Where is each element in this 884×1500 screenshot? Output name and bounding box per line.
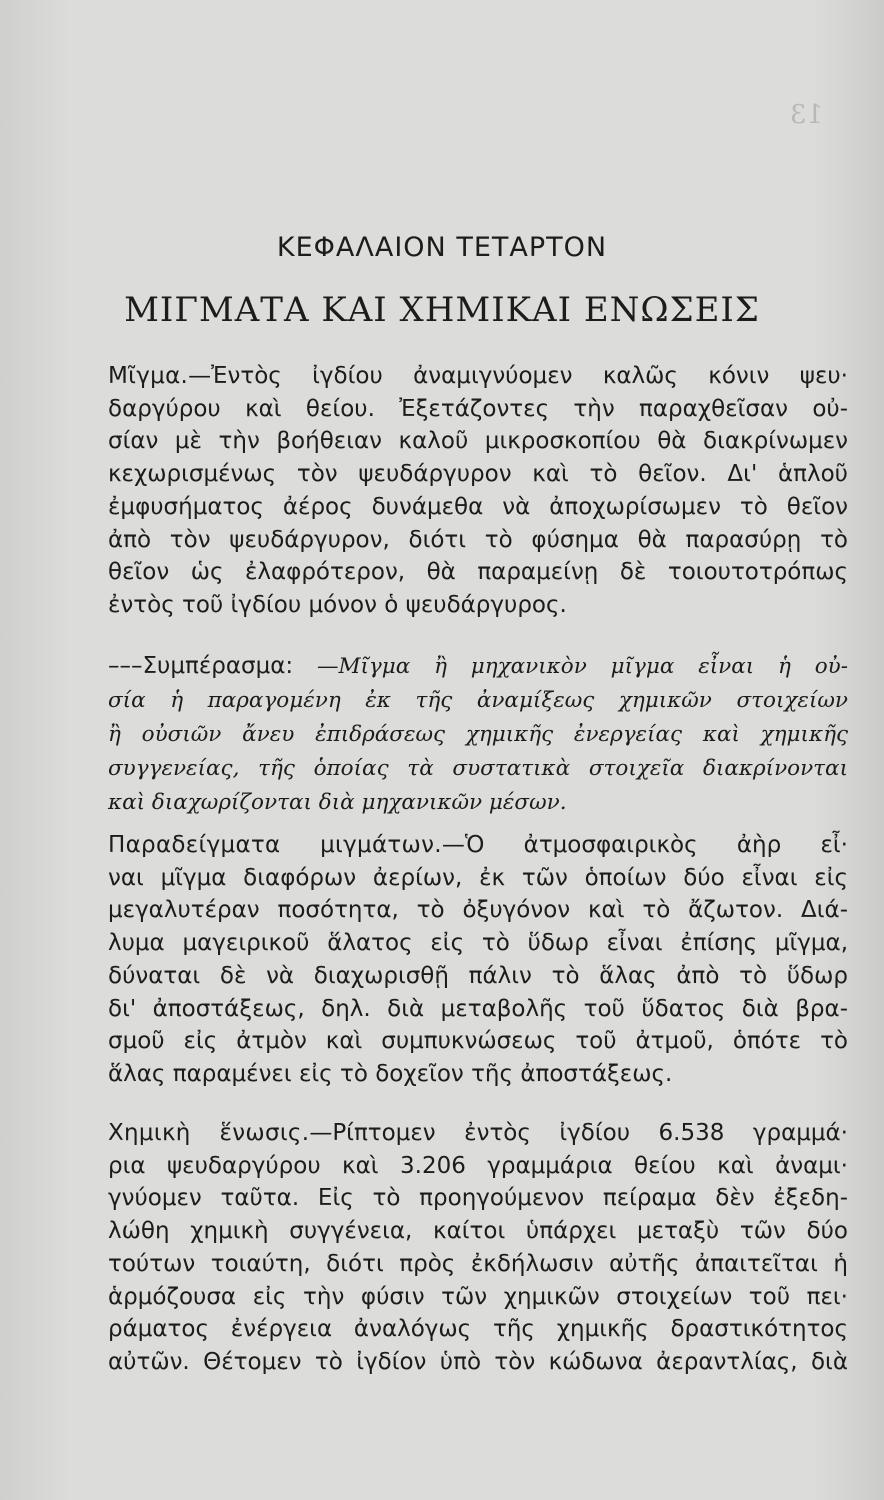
text-line-content: —Μῖγμα ἢ μηχανικὸν μῖγμα εἶναι ἡ οὐ- bbox=[293, 654, 848, 679]
section-title: ΜΙΓΜΑΤΑ ΚΑΙ ΧΗΜΙΚΑΙ ΕΝΩΣΕΙΣ bbox=[124, 290, 760, 330]
text-line bbox=[108, 360, 848, 393]
text-line: λώθη χημικὴ συγγένεια, καίτοι ὑπάρχει μεταξὺ τῶν δύο bbox=[108, 1218, 848, 1245]
text-line bbox=[108, 829, 848, 862]
paragraph-heading: Χημικὴ ἕνωσις. bbox=[108, 1120, 310, 1146]
text-line: ναι μῖγμα διαφόρων ἀερίων, ἐκ τῶν ὁποίων δύο εἶναι εἰς bbox=[108, 864, 848, 891]
chapter-title: ΚΕΦΑΛΑΙΟΝ ΤΕΤΑΡΤΟΝ bbox=[276, 232, 608, 263]
paragraph-heading: Μῖγμα. bbox=[108, 363, 189, 389]
text-line: θεῖον ὡς ἐλαφρότερον, θὰ παραμείνῃ δὲ τοιουτοτρόπως bbox=[108, 559, 848, 586]
text-line: τούτων τοιαύτη, διότι πρὸς ἐκδήλωσιν αὐτῆς ἀπαιτεῖται ἡ bbox=[108, 1250, 848, 1277]
text-line: δι' ἀποστάξεως, δηλ. διὰ μεταβολῆς τοῦ ὕδατος διὰ βρα- bbox=[108, 995, 848, 1022]
text-line: κεχωρισμένως τὸν ψευδάργυρον καὶ τὸ θεῖον. Δι' ἁπλοῦ bbox=[108, 461, 848, 488]
text-line: σμοῦ εἰς ἀτμὸν καὶ συμπυκνώσεως τοῦ ἀτμοῦ, ὁπότε τὸ bbox=[108, 1028, 848, 1055]
text-line: ρια ψευδαργύρου καὶ 3.206 γραμμάρια θείου καὶ ἀναμι· bbox=[108, 1152, 848, 1179]
text-line: ράματος ἐνέργεια ἀναλόγως τῆς χημικῆς δραστικότητος bbox=[108, 1316, 848, 1343]
paragraph-heading: Παραδείγματα μιγμάτων. bbox=[108, 832, 442, 858]
text-line: ἅλας παραμένει εἰς τὸ δοχεῖον τῆς ἀποστάξεως. bbox=[108, 1060, 673, 1087]
text-line: συγγενείας, τῆς ὁποίας τὰ συστατικὰ στοιχεῖα διακρίνονται bbox=[108, 756, 848, 781]
text-line: καὶ διαχωρίζονται διὰ μηχανικῶν μέσων. bbox=[108, 790, 567, 815]
text-line bbox=[108, 1117, 848, 1150]
paragraph-chemical-compound bbox=[108, 1117, 848, 1379]
text-line: αὐτῶν. Θέτομεν τὸ ἰγδίον ὑπὸ τὸν κώδωνα ἀεραντλίας, διὰ bbox=[108, 1348, 848, 1375]
text-line: δαργύρου καὶ θείου. Ἐξετάζοντες τὴν παραχθεῖσαν οὐ- bbox=[108, 395, 848, 422]
text-line: σία ἡ παραγομένη ἐκ τῆς ἀναμίξεως χημικῶν στοιχείων bbox=[108, 688, 848, 713]
text-line: ἀπὸ τὸν ψευδάργυρον, διότι τὸ φύσημα θὰ παρασύρῃ τὸ bbox=[108, 526, 848, 553]
text-line: ἁρμόζουσα εἰς τὴν φύσιν τῶν χημικῶν στοιχείων τοῦ πει· bbox=[108, 1283, 848, 1310]
paragraph-heading: –––Συμπέρασμα: bbox=[108, 653, 294, 679]
text-line-content: —Ἐντὸς ἰγδίου ἀναμιγνύομεν καλῶς κόνιν ψευ· bbox=[188, 363, 848, 389]
text-line-content: —Ὁ ἀτμοσφαιρικὸς ἀὴρ εἶ· bbox=[441, 832, 848, 858]
text-line: ἐντὸς τοῦ ἰγδίου μόνον ὁ ψευδάργυρος. bbox=[108, 591, 567, 618]
text-line: δύναται δὲ νὰ διαχωρισθῇ πάλιν τὸ ἅλας ἀπὸ τὸ ὕδωρ bbox=[108, 962, 848, 989]
text-line: σίαν μὲ τὴν βοήθειαν καλοῦ μικροσκοπίου θὰ διακρίνωμεν bbox=[108, 428, 848, 455]
text-line: ἐμφυσήματος ἀέρος δυνάμεθα νὰ ἀποχωρίσωμεν τὸ θεῖον bbox=[108, 493, 848, 520]
bleed-through-page-number: 13 bbox=[790, 100, 824, 130]
text-line bbox=[108, 649, 848, 684]
text-line: ἢ οὐσιῶν ἄνευ ἐπιδράσεως χημικῆς ἐνεργείας καὶ χημικῆς bbox=[108, 722, 848, 747]
paragraph-conclusion bbox=[108, 649, 848, 820]
text-line: λυμα μαγειρικοῦ ἅλατος εἰς τὸ ὕδωρ εἶναι ἐπίσης μῖγμα, bbox=[108, 930, 848, 957]
text-line-content: —Ρίπτομεν ἐντὸς ἰγδίου 6.538 γραμμά· bbox=[309, 1120, 848, 1146]
paragraph-mixture bbox=[108, 360, 848, 622]
text-line: γνύομεν ταῦτα. Εἰς τὸ προηγούμενον πείραμα δὲν ἐξεδη- bbox=[108, 1185, 848, 1212]
paragraph-examples bbox=[108, 829, 848, 1091]
text-line: μεγαλυτέραν ποσότητα, τὸ ὀξυγόνον καὶ τὸ ἄζωτον. Διά- bbox=[108, 897, 848, 924]
